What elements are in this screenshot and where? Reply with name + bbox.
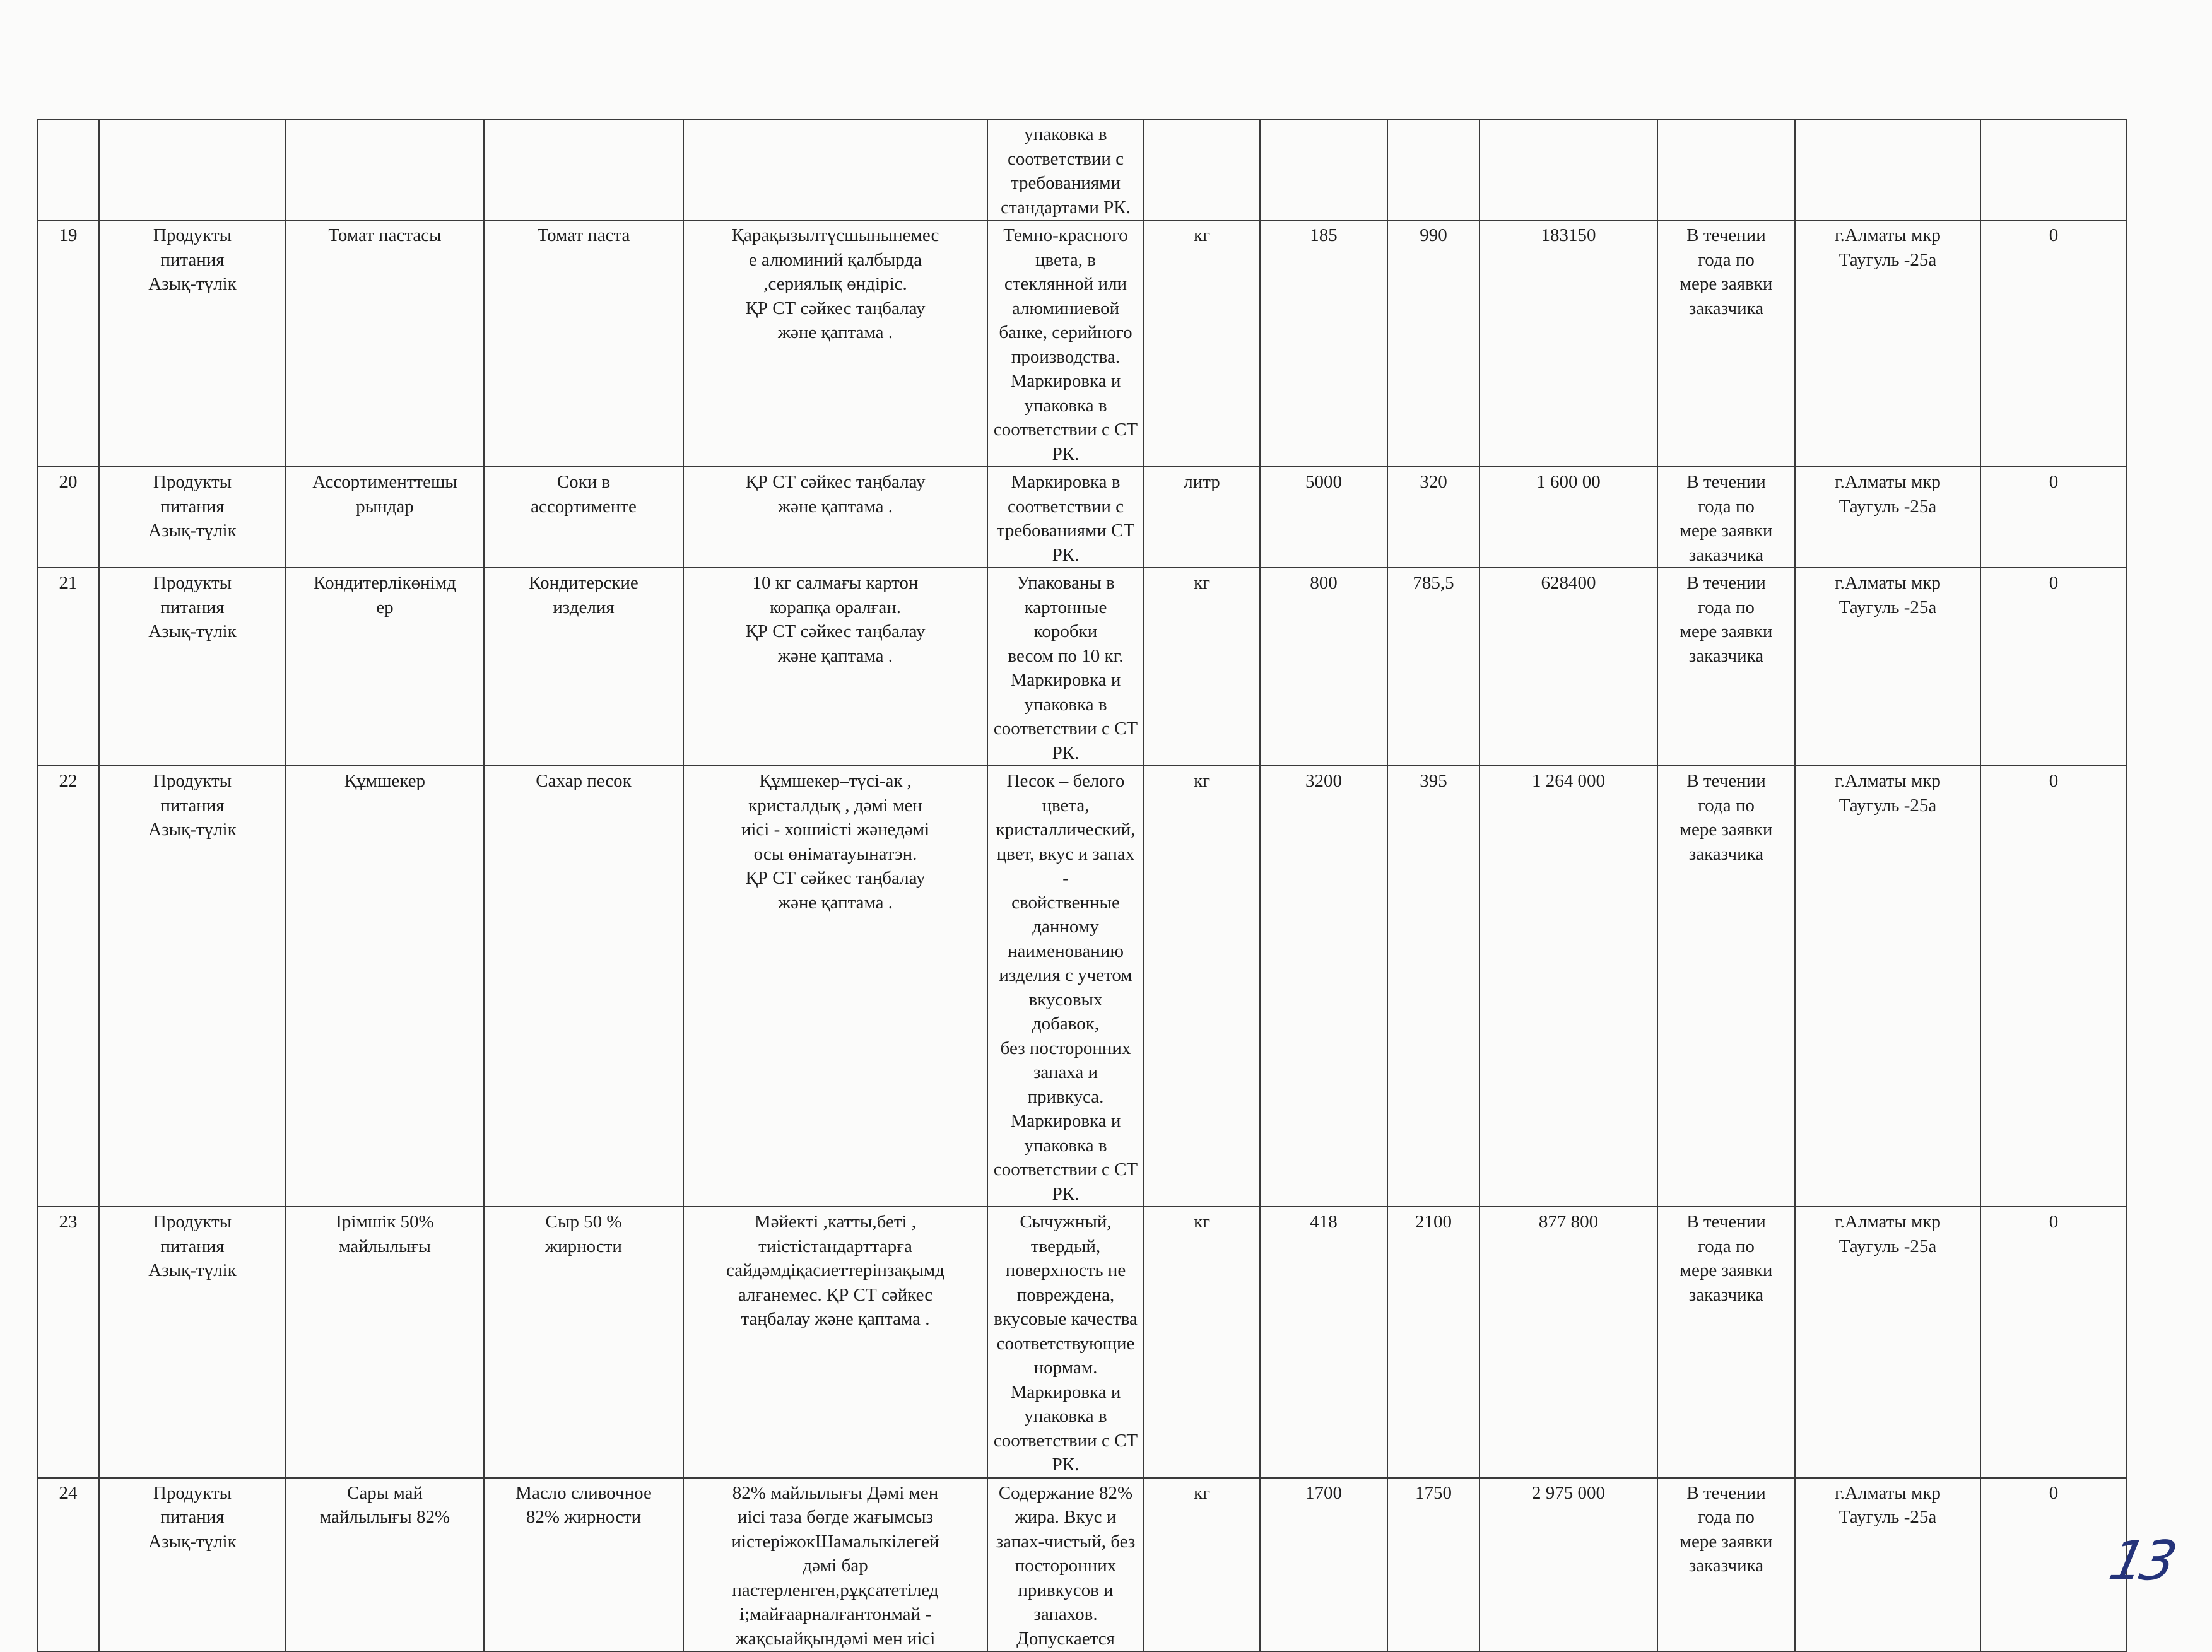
price-text: 785,5: [1413, 573, 1454, 593]
procurement-table: [37, 119, 2127, 1652]
name-ru-cell: [484, 568, 683, 766]
delivery-place-cell: [1795, 1478, 1980, 1652]
sum-cell: [1480, 467, 1657, 568]
spec-kz-cell: [683, 1478, 987, 1652]
delivery-term-text: В течении года по мере заявки заказчика: [1680, 1482, 1773, 1576]
delivery-place-cell: [1795, 467, 1980, 568]
delivery-place-text: г.Алматы мкр Таугуль -25а: [1835, 1482, 1941, 1527]
quantity-text: 800: [1310, 573, 1338, 593]
delivery-term-text: В течении года по мере заявки заказчика: [1680, 225, 1773, 319]
row-number-cell: [37, 1478, 99, 1652]
category-cell: [99, 119, 286, 220]
sum-cell: [1480, 119, 1657, 220]
unit-cell: [1144, 119, 1260, 220]
advance-text: 0: [2049, 225, 2059, 245]
name-ru-text: Кондитерские изделия: [529, 573, 638, 618]
unit-cell: [1144, 467, 1260, 568]
spec-ru-text: Упакованы в картонные коробки весом по 10 кг. Маркировка и упаковка в соответствии с СТ РК.: [993, 573, 1138, 763]
spec-kz-text: 82% майлылығы Дәмі мен иісі таза бөгде жағымсыз иістеріжокШамалыкілегей дәмі бар пастерленген,рұқсатетілед і;майғаарналғантонмай - жақсыайқындәмі мен иісі: [731, 1482, 939, 1649]
price-text: 1750: [1415, 1482, 1452, 1503]
procurement-table-sheet: [37, 119, 2126, 1652]
table-row: [37, 766, 2127, 1207]
spec-ru-cell: [987, 568, 1144, 766]
price-cell: [1387, 119, 1480, 220]
name-kz-cell: [286, 467, 484, 568]
quantity-text: 5000: [1305, 472, 1342, 492]
advance-cell: [1980, 119, 2127, 220]
name-ru-cell: [484, 1207, 683, 1478]
delivery-term-cell: [1657, 220, 1795, 467]
table-row: [37, 568, 2127, 766]
delivery-place-cell: [1795, 220, 1980, 467]
quantity-cell: [1260, 119, 1387, 220]
sum-text: 628400: [1541, 573, 1596, 593]
quantity-text: 1700: [1305, 1482, 1342, 1503]
name-ru-cell: [484, 220, 683, 467]
delivery-place-cell: [1795, 766, 1980, 1207]
row-number-cell: [37, 568, 99, 766]
delivery-place-text: г.Алматы мкр Таугуль -25а: [1835, 225, 1941, 270]
advance-text: 0: [2049, 573, 2059, 593]
name-ru-cell: [484, 1478, 683, 1652]
delivery-place-cell: [1795, 568, 1980, 766]
advance-cell: [1980, 220, 2127, 467]
name-ru-text: Томат паста: [537, 225, 630, 245]
spec-ru-text: Темно-красного цвета, в стеклянной или алюминиевой банке, серийного производства. Маркировка и упаковка в соответствии с СТ РК.: [993, 225, 1138, 464]
name-kz-cell: [286, 220, 484, 467]
sum-text: 1 600 00: [1536, 472, 1601, 492]
delivery-term-cell: [1657, 119, 1795, 220]
sum-text: 1 264 000: [1532, 771, 1605, 791]
row-number-text: 20: [59, 472, 78, 492]
name-kz-cell: [286, 1207, 484, 1478]
spec-ru-text: Песок – белого цвета, кристаллический, цвет, вкус и запах - свойственные данному наименованию изделия с учетом вкусовых добавок, без посторонних запаха и привкуса. Маркировка и упаковка в соответствии с СТ РК.: [993, 771, 1138, 1204]
row-number-cell: [37, 766, 99, 1207]
delivery-place-text: г.Алматы мкр Таугуль -25а: [1835, 573, 1941, 618]
spec-ru-cell: [987, 1207, 1144, 1478]
quantity-cell: [1260, 220, 1387, 467]
delivery-place-text: г.Алматы мкр Таугуль -25а: [1835, 771, 1941, 816]
delivery-place-text: г.Алматы мкр Таугуль -25а: [1835, 472, 1941, 517]
name-ru-cell: [484, 766, 683, 1207]
delivery-term-cell: [1657, 1478, 1795, 1652]
category-text: Продукты питания Азық-түлік: [148, 472, 237, 541]
price-text: 990: [1420, 225, 1447, 245]
unit-text: кг: [1194, 225, 1210, 245]
unit-text: кг: [1194, 1212, 1210, 1232]
quantity-cell: [1260, 467, 1387, 568]
category-text: Продукты питания Азық-түлік: [148, 225, 237, 294]
delivery-term-cell: [1657, 467, 1795, 568]
category-cell: [99, 1478, 286, 1652]
name-ru-cell: [484, 119, 683, 220]
category-text: Продукты питания Азық-түлік: [148, 771, 237, 840]
delivery-place-text: г.Алматы мкр Таугуль -25а: [1835, 1212, 1941, 1257]
row-number-cell: [37, 1207, 99, 1478]
quantity-cell: [1260, 1478, 1387, 1652]
unit-cell: [1144, 220, 1260, 467]
row-number-cell: [37, 220, 99, 467]
advance-text: 0: [2049, 472, 2059, 492]
row-number-cell: [37, 119, 99, 220]
spec-kz-text: Мәйекті ,катты,беті , тиістістандарттарға сайдәмдіқасиеттерінзақымд алғанемес. ҚР СТ сәйкес таңбалау және қаптама .: [726, 1212, 944, 1329]
name-kz-text: Томат пастасы: [328, 225, 442, 245]
price-cell: [1387, 766, 1480, 1207]
advance-cell: [1980, 467, 2127, 568]
delivery-place-cell: [1795, 119, 1980, 220]
quantity-text: 185: [1310, 225, 1338, 245]
price-cell: [1387, 1478, 1480, 1652]
spec-ru-text: упаковка в соответствии с требованиями стандартами РК.: [1001, 124, 1131, 218]
spec-ru-cell: [987, 1478, 1144, 1652]
category-text: Продукты питания Азық-түлік: [148, 573, 237, 641]
name-ru-text: Масло сливочное 82% жирности: [515, 1482, 652, 1527]
delivery-term-cell: [1657, 1207, 1795, 1478]
name-kz-cell: [286, 119, 484, 220]
category-text: Продукты питания Азық-түлік: [148, 1212, 237, 1280]
spec-kz-cell: [683, 568, 987, 766]
spec-kz-text: Қарақызылтүсшынынемес е алюминий қалбырда ,сериялық өндіріс. ҚР СТ сәйкес таңбалау және қаптама .: [731, 225, 939, 343]
category-cell: [99, 568, 286, 766]
delivery-term-text: В течении года по мере заявки заказчика: [1680, 1212, 1773, 1305]
row-number-text: 23: [59, 1212, 78, 1232]
sum-cell: [1480, 1207, 1657, 1478]
unit-text: кг: [1194, 573, 1210, 593]
quantity-cell: [1260, 568, 1387, 766]
spec-kz-text: 10 кг салмағы картон корапқа оралған. ҚР СТ сәйкес таңбалау және қаптама .: [745, 573, 926, 666]
price-cell: [1387, 220, 1480, 467]
spec-kz-cell: [683, 1207, 987, 1478]
price-text: 395: [1420, 771, 1447, 791]
name-ru-text: Сыр 50 % жирности: [545, 1212, 622, 1257]
unit-cell: [1144, 1207, 1260, 1478]
table-row: [37, 119, 2127, 220]
category-cell: [99, 467, 286, 568]
spec-ru-text: Маркировка в соответствии с требованиями СТ РК.: [996, 472, 1135, 565]
name-kz-text: Ассортименттешы рындар: [312, 472, 457, 517]
category-text: Продукты питания Азық-түлік: [148, 1482, 237, 1552]
unit-text: литр: [1184, 472, 1220, 492]
price-cell: [1387, 467, 1480, 568]
name-kz-cell: [286, 568, 484, 766]
row-number-text: 22: [59, 771, 78, 791]
quantity-text: 3200: [1305, 771, 1342, 791]
unit-cell: [1144, 568, 1260, 766]
spec-ru-text: Сычужный, твердый, поверхность не повреждена, вкусовые качества соответствующие нормам. Маркировка и упаковка в соответствии с СТ РК.: [993, 1212, 1138, 1475]
name-ru-text: Сахар песок: [536, 771, 632, 791]
spec-ru-cell: [987, 220, 1144, 467]
category-cell: [99, 1207, 286, 1478]
sum-cell: [1480, 1478, 1657, 1652]
table-row: [37, 220, 2127, 467]
spec-kz-cell: [683, 220, 987, 467]
delivery-place-cell: [1795, 1207, 1980, 1478]
advance-cell: [1980, 1478, 2127, 1652]
category-cell: [99, 220, 286, 467]
spec-ru-text: Содержание 82% жира. Вкус и запах-чистый, без посторонних привкусов и запахов. Допускается: [996, 1482, 1136, 1649]
unit-cell: [1144, 766, 1260, 1207]
table-row: [37, 467, 2127, 568]
row-number-text: 24: [59, 1482, 78, 1503]
row-number-text: 21: [59, 573, 78, 593]
advance-cell: [1980, 1207, 2127, 1478]
advance-text: 0: [2049, 771, 2059, 791]
unit-text: кг: [1194, 1482, 1210, 1503]
name-ru-cell: [484, 467, 683, 568]
spec-kz-text: ҚР СТ сәйкес таңбалау және қаптама .: [745, 472, 926, 517]
sum-cell: [1480, 568, 1657, 766]
name-kz-text: Кондитерлікөнімд ер: [314, 573, 456, 618]
name-kz-cell: [286, 1478, 484, 1652]
table-row: [37, 1207, 2127, 1478]
sum-cell: [1480, 766, 1657, 1207]
row-number-text: 19: [59, 225, 78, 245]
quantity-cell: [1260, 1207, 1387, 1478]
delivery-term-cell: [1657, 568, 1795, 766]
name-kz-text: Ірімшік 50% майлылығы: [336, 1212, 434, 1257]
delivery-term-cell: [1657, 766, 1795, 1207]
name-kz-text: Сары май майлылығы 82%: [319, 1482, 450, 1527]
delivery-term-text: В течении года по мере заявки заказчика: [1680, 472, 1773, 565]
sum-cell: [1480, 220, 1657, 467]
price-cell: [1387, 568, 1480, 766]
spec-ru-cell: [987, 119, 1144, 220]
spec-kz-cell: [683, 766, 987, 1207]
spec-kz-cell: [683, 467, 987, 568]
quantity-text: 418: [1310, 1212, 1338, 1232]
delivery-term-text: В течении года по мере заявки заказчика: [1680, 573, 1773, 666]
advance-text: 0: [2049, 1212, 2059, 1232]
unit-text: кг: [1194, 771, 1210, 791]
price-text: 2100: [1415, 1212, 1452, 1232]
price-cell: [1387, 1207, 1480, 1478]
name-ru-text: Соки в ассортименте: [531, 472, 637, 517]
spec-kz-text: Құмшекер–түсі-ак , кристалдық , дәмі мен иісі - хошиісті жәнедәмі осы өнімaтауынатэн. ҚР СТ сәйкес таңбалау және қаптама .: [741, 771, 930, 913]
name-kz-cell: [286, 766, 484, 1207]
spec-ru-cell: [987, 467, 1144, 568]
unit-cell: [1144, 1478, 1260, 1652]
quantity-cell: [1260, 766, 1387, 1207]
advance-text: 0: [2049, 1482, 2059, 1503]
spec-kz-cell: [683, 119, 987, 220]
sum-text: 2 975 000: [1532, 1482, 1605, 1503]
advance-cell: [1980, 568, 2127, 766]
table-row: [37, 1478, 2127, 1652]
advance-cell: [1980, 766, 2127, 1207]
spec-ru-cell: [987, 766, 1144, 1207]
price-text: 320: [1420, 472, 1447, 492]
name-kz-text: Құмшекер: [344, 771, 426, 791]
row-number-cell: [37, 467, 99, 568]
delivery-term-text: В течении года по мере заявки заказчика: [1680, 771, 1773, 864]
category-cell: [99, 766, 286, 1207]
sum-text: 877 800: [1538, 1212, 1599, 1232]
handwritten-page-number: 13: [2103, 1530, 2179, 1593]
sum-text: 183150: [1541, 225, 1596, 245]
